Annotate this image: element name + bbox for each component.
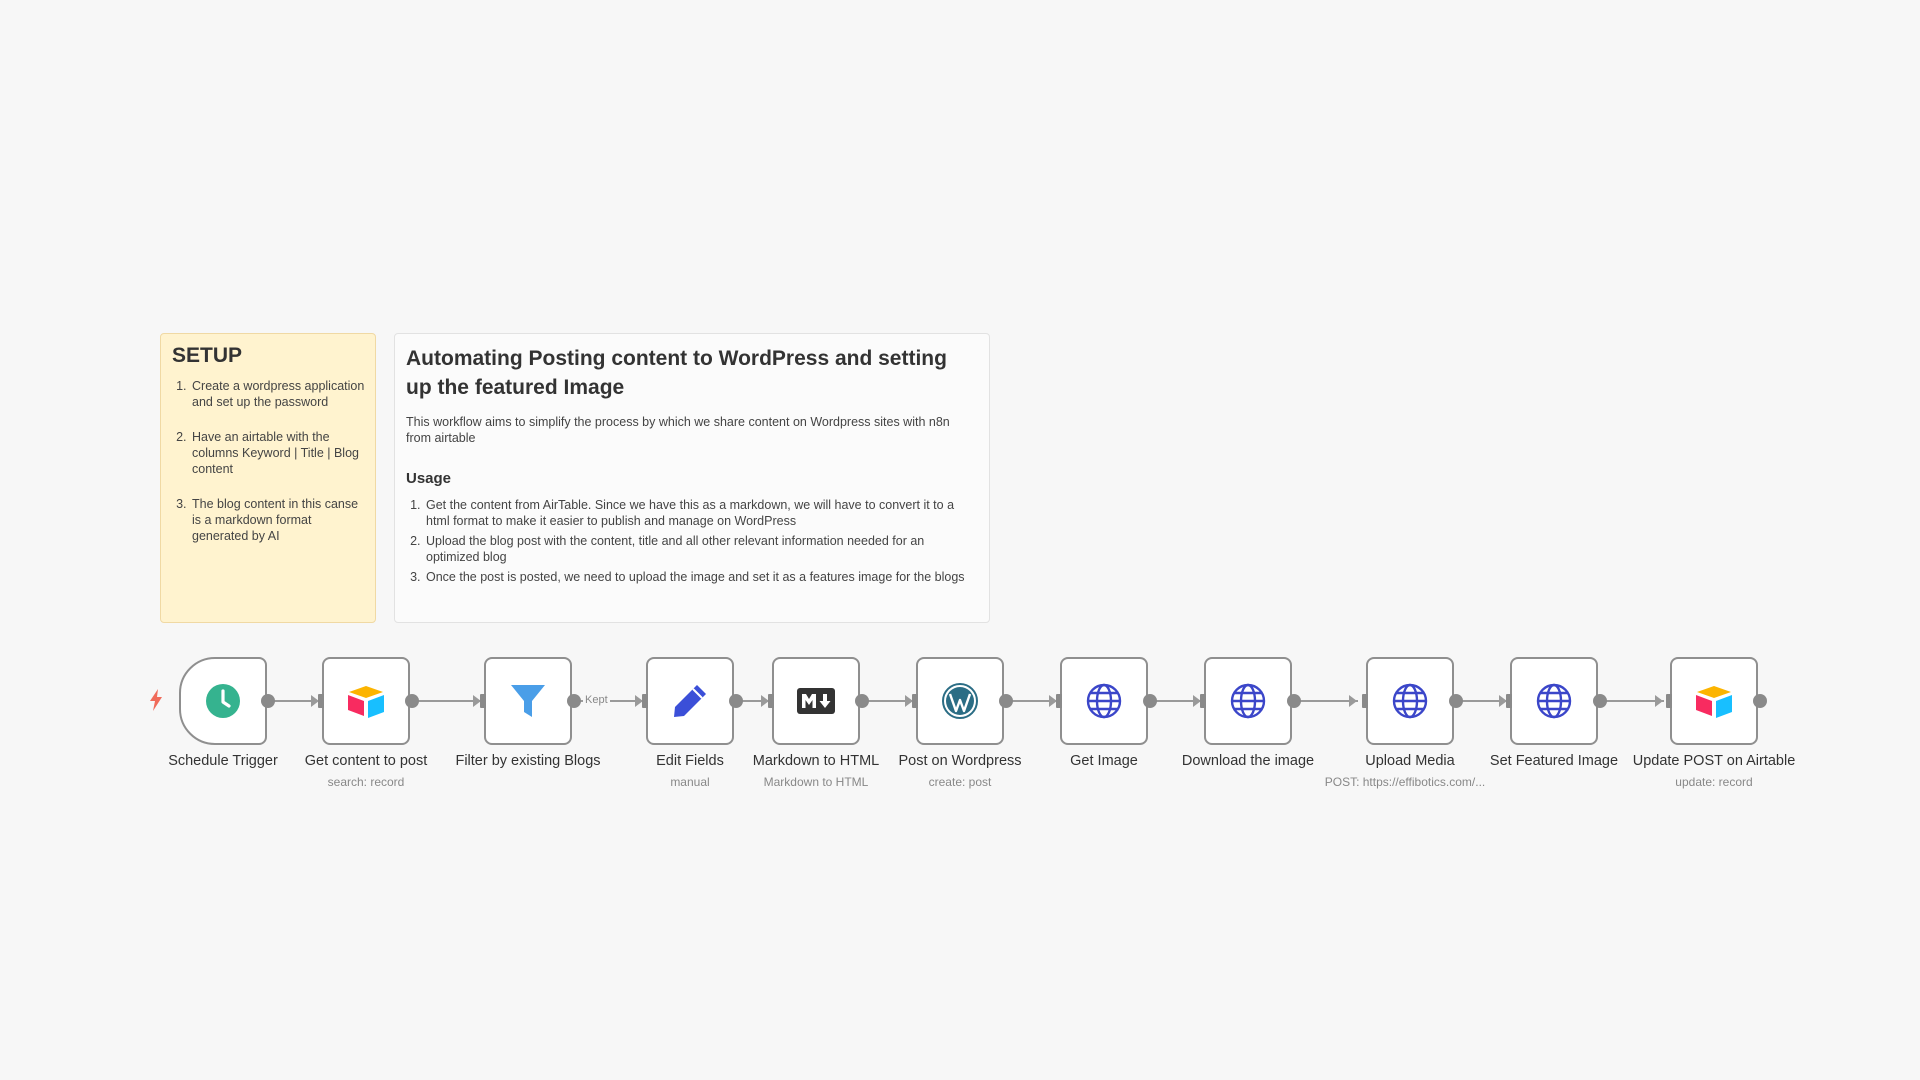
node-subtitle: update: record: [1675, 775, 1753, 789]
clock-icon: [205, 683, 241, 719]
output-handle[interactable]: [1449, 694, 1463, 708]
node-schedule-trigger[interactable]: [179, 657, 267, 745]
output-handle[interactable]: [1593, 694, 1607, 708]
globe-icon: [1229, 682, 1267, 720]
output-handle[interactable]: [855, 694, 869, 708]
input-handle[interactable]: [318, 694, 324, 708]
trigger-bolt-icon: [149, 689, 163, 711]
setup-item: 3. The blog content in this canse is a markdown format generated by AI: [190, 496, 365, 544]
edge-label-kept: Kept: [585, 694, 608, 706]
node-subtitle: create: post: [928, 775, 992, 789]
wordpress-icon: [941, 682, 979, 720]
node-update-post-on-airtable[interactable]: [1670, 657, 1758, 745]
node-label: Markdown to HTML: [752, 753, 880, 769]
node-label: Schedule Trigger: [168, 753, 278, 769]
node-subtitle: manual: [670, 775, 710, 789]
connection-arrow: [1655, 695, 1663, 707]
input-handle[interactable]: [1506, 694, 1512, 708]
node-label: Edit Fields: [656, 753, 724, 769]
node-label: Set Featured Image: [1489, 753, 1619, 769]
connection-line[interactable]: [274, 700, 314, 702]
pencil-icon: [671, 682, 709, 720]
output-handle[interactable]: [1287, 694, 1301, 708]
node-download-the-image[interactable]: [1204, 657, 1292, 745]
node-label: Filter by existing Blogs: [455, 753, 601, 769]
usage-item: 1. Get the content from AirTable. Since we have this as a markdown, we will have to convert it to a html format to make it easier to publish and manage on WordPress: [424, 497, 977, 529]
globe-icon: [1535, 682, 1573, 720]
filter-icon: [509, 682, 547, 720]
node-markdown-to-html[interactable]: [772, 657, 860, 745]
output-handle[interactable]: [729, 694, 743, 708]
markdown-icon: [797, 688, 835, 714]
airtable-icon: [1694, 684, 1734, 718]
output-handle[interactable]: [1753, 694, 1767, 708]
usage-item: 3. Once the post is posted, we need to upload the image and set it as a features image for the blogs: [424, 569, 977, 585]
input-handle[interactable]: [1200, 694, 1206, 708]
input-handle[interactable]: [642, 694, 648, 708]
node-label: Update POST on Airtable: [1632, 753, 1796, 769]
setup-sticky-note[interactable]: [160, 333, 376, 623]
output-handle[interactable]: [1143, 694, 1157, 708]
input-handle[interactable]: [1362, 694, 1368, 708]
output-handle[interactable]: [261, 694, 275, 708]
globe-icon: [1085, 682, 1123, 720]
globe-icon: [1391, 682, 1429, 720]
setup-item: 2. Have an airtable with the columns Keyword | Title | Blog content: [190, 429, 365, 477]
setup-list: [172, 378, 365, 544]
output-handle[interactable]: [405, 694, 419, 708]
connection-arrow: [1349, 695, 1357, 707]
output-handle[interactable]: [567, 694, 581, 708]
input-handle[interactable]: [1056, 694, 1062, 708]
node-get-content-to-post[interactable]: [322, 657, 410, 745]
node-subtitle: Markdown to HTML: [763, 775, 869, 789]
node-label: Get Image: [1070, 753, 1138, 769]
node-subtitle: search: record: [327, 775, 405, 789]
usage-list: [406, 497, 977, 585]
usage-heading: Usage: [406, 470, 452, 487]
airtable-icon: [346, 684, 386, 718]
usage-item: 2. Upload the blog post with the content, title and all other relevant information needed for an optimized blog: [424, 533, 977, 565]
node-label: Download the image: [1181, 753, 1315, 769]
node-filter-by-existing-blogs[interactable]: [484, 657, 572, 745]
node-label: Upload Media: [1365, 753, 1455, 769]
node-label: Post on Wordpress: [898, 753, 1022, 769]
output-handle[interactable]: [999, 694, 1013, 708]
description-sticky-note[interactable]: [394, 333, 990, 623]
node-subtitle: POST: https://effibotics.com/...: [1324, 775, 1486, 789]
node-label: Get content to post: [304, 753, 428, 769]
input-handle[interactable]: [1666, 694, 1672, 708]
input-handle[interactable]: [768, 694, 774, 708]
setup-title: SETUP: [172, 344, 243, 367]
description-intro: This workflow aims to simplify the process by which we share content on Wordpress sites with n8n from airtable: [406, 415, 950, 445]
node-set-featured-image[interactable]: [1510, 657, 1598, 745]
node-upload-media[interactable]: [1366, 657, 1454, 745]
connection-line[interactable]: [418, 700, 480, 702]
node-post-on-wordpress[interactable]: [916, 657, 1004, 745]
node-edit-fields[interactable]: [646, 657, 734, 745]
setup-item: 1. Create a wordpress application and set up the password: [190, 378, 365, 410]
description-title: Automating Posting content to WordPress and setting up the featured Image: [406, 347, 947, 399]
input-handle[interactable]: [480, 694, 486, 708]
input-handle[interactable]: [912, 694, 918, 708]
node-get-image[interactable]: [1060, 657, 1148, 745]
